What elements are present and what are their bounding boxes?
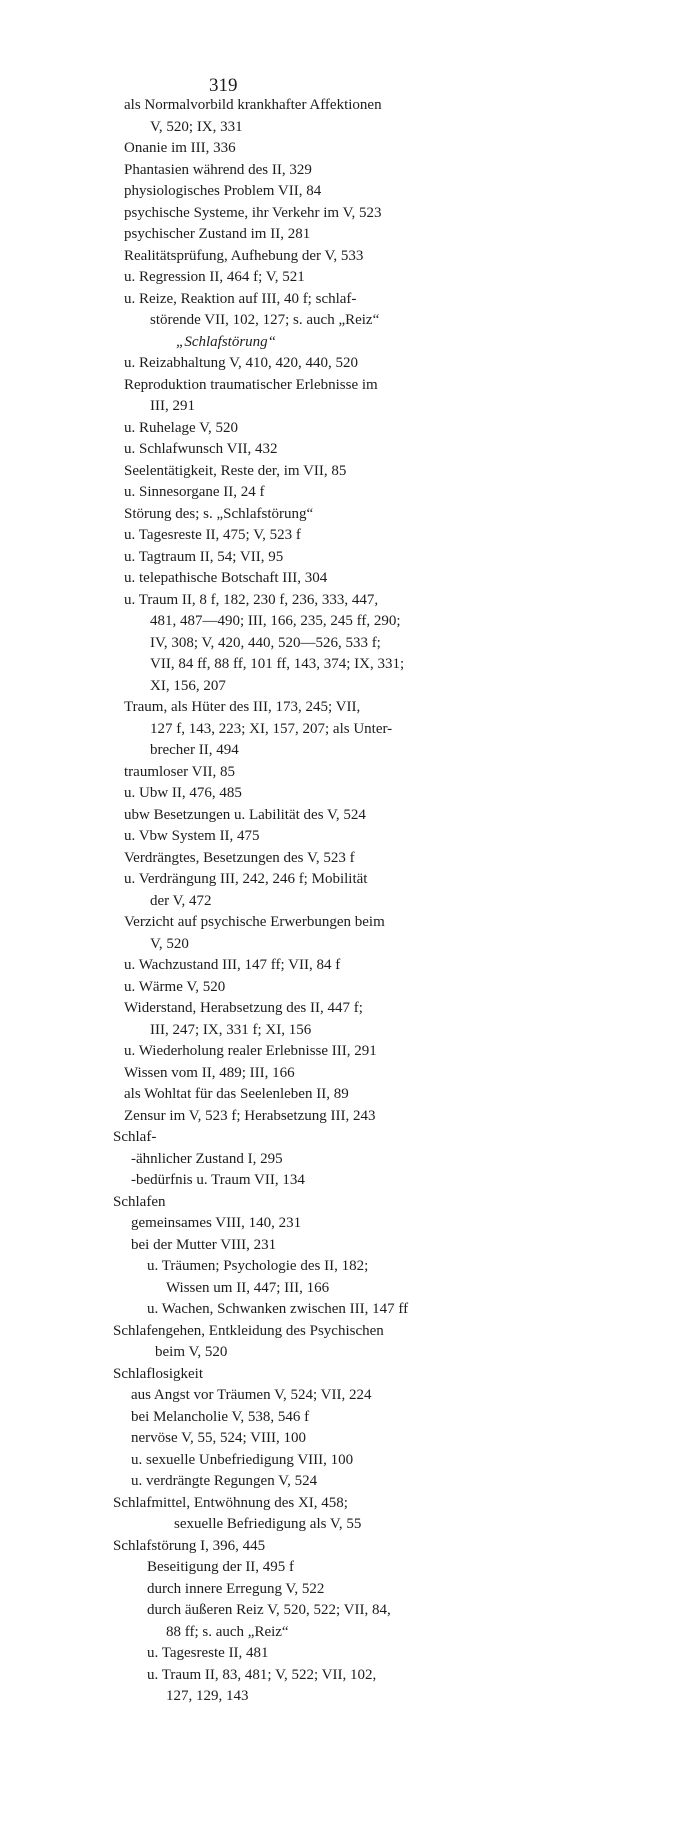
index-line: psychische Systeme, ihr Verkehr im V, 523 bbox=[124, 205, 382, 221]
index-line: physiologisches Problem VII, 84 bbox=[124, 183, 322, 199]
index-line: u. Verdrängung III, 242, 246 f; Mobilität bbox=[124, 871, 368, 887]
index-line: III, 247; IX, 331 f; XI, 156 bbox=[150, 1022, 312, 1038]
index-line: u. Wärme V, 520 bbox=[124, 979, 226, 995]
index-line: u. Schlafwunsch VII, 432 bbox=[124, 441, 278, 457]
index-line: brecher II, 494 bbox=[150, 742, 239, 758]
index-line: durch äußeren Reiz V, 520, 522; VII, 84, bbox=[147, 1602, 391, 1618]
index-heading: Schlafstörung I, 396, 445 bbox=[113, 1538, 266, 1554]
index-line: u. sexuelle Unbefriedigung VIII, 100 bbox=[131, 1452, 354, 1468]
index-heading: Schlaflosigkeit bbox=[113, 1366, 203, 1382]
index-line: u. Regression II, 464 f; V, 521 bbox=[124, 269, 305, 285]
index-line: als Normalvorbild krankhafter Affektionen bbox=[124, 97, 382, 113]
index-line: -ähnlicher Zustand I, 295 bbox=[131, 1151, 283, 1167]
index-line: als Wohltat für das Seelenleben II, 89 bbox=[124, 1086, 349, 1102]
index-line: Realitätsprüfung, Aufhebung der V, 533 bbox=[124, 248, 364, 264]
index-line: ubw Besetzungen u. Labilität des V, 524 bbox=[124, 807, 366, 823]
index-heading: Schlaf- bbox=[113, 1129, 157, 1145]
index-line: u. Wachen, Schwanken zwischen III, 147 ff bbox=[147, 1301, 409, 1317]
index-line: Beseitigung der II, 495 f bbox=[147, 1559, 295, 1575]
index-line: u. telepathische Botschaft III, 304 bbox=[124, 570, 328, 586]
index-line: V, 520; IX, 331 bbox=[150, 119, 243, 135]
index-line: u. Vbw System II, 475 bbox=[124, 828, 260, 844]
index-line: u. verdrängte Regungen V, 524 bbox=[131, 1473, 318, 1489]
index-line: u. Tagesreste II, 481 bbox=[147, 1645, 269, 1661]
index-line: aus Angst vor Träumen V, 524; VII, 224 bbox=[131, 1387, 372, 1403]
index-line: 481, 487—490; III, 166, 235, 245 ff, 290; bbox=[150, 613, 401, 629]
index-line: Widerstand, Herabsetzung des II, 447 f; bbox=[124, 1000, 363, 1016]
index-line: Zensur im V, 523 f; Herabsetzung III, 243 bbox=[124, 1108, 376, 1124]
index-line: traumloser VII, 85 bbox=[124, 764, 235, 780]
index-line: durch innere Erregung V, 522 bbox=[147, 1581, 325, 1597]
index-line: u. Wachzustand III, 147 ff; VII, 84 f bbox=[124, 957, 341, 973]
index-line: u. Ubw II, 476, 485 bbox=[124, 785, 242, 801]
index-heading: Schlafengehen, Entkleidung des Psychischen bbox=[113, 1323, 384, 1339]
index-line: u. Träumen; Psychologie des II, 182; bbox=[147, 1258, 369, 1274]
index-line: störende VII, 102, 127; s. auch „Reiz“ bbox=[150, 312, 380, 328]
index-line: Verzicht auf psychische Erwerbungen beim bbox=[124, 914, 385, 930]
page-number: 319 bbox=[209, 75, 238, 96]
index-line: beim V, 520 bbox=[155, 1344, 228, 1360]
index-line: Onanie im III, 336 bbox=[124, 140, 236, 156]
index-line: u. Tagesreste II, 475; V, 523 f bbox=[124, 527, 301, 543]
index-line: bei der Mutter VIII, 231 bbox=[131, 1237, 277, 1253]
index-line: sexuelle Befriedigung als V, 55 bbox=[174, 1516, 362, 1532]
index-line: 127 f, 143, 223; XI, 157, 207; als Unter- bbox=[150, 721, 393, 737]
index-line: VII, 84 ff, 88 ff, 101 ff, 143, 374; IX, 331; bbox=[150, 656, 405, 672]
index-line: u. Tagtraum II, 54; VII, 95 bbox=[124, 549, 284, 565]
index-line: Reproduktion traumatischer Erlebnisse im bbox=[124, 377, 378, 393]
index-line: Störung des; s. „Schlafstörung“ bbox=[124, 506, 314, 522]
index-line: u. Traum II, 83, 481; V, 522; VII, 102, bbox=[147, 1667, 377, 1683]
index-line: psychischer Zustand im II, 281 bbox=[124, 226, 311, 242]
index-line: Wissen um II, 447; III, 166 bbox=[166, 1280, 330, 1296]
index-line: V, 520 bbox=[150, 936, 189, 952]
index-heading: Schlafmittel, Entwöhnung des XI, 458; bbox=[113, 1495, 348, 1511]
index-heading: Schlafen bbox=[113, 1194, 166, 1210]
index-line: Phantasien während des II, 329 bbox=[124, 162, 312, 178]
index-line: bei Melancholie V, 538, 546 f bbox=[131, 1409, 310, 1425]
index-line: Wissen vom II, 489; III, 166 bbox=[124, 1065, 295, 1081]
index-line: u. Sinnesorgane II, 24 f bbox=[124, 484, 265, 500]
index-line: Traum, als Hüter des III, 173, 245; VII, bbox=[124, 699, 361, 715]
index-line: u. Traum II, 8 f, 182, 230 f, 236, 333, 447, bbox=[124, 592, 379, 608]
index-line: 127, 129, 143 bbox=[166, 1688, 249, 1704]
index-line: Verdrängtes, Besetzungen des V, 523 f bbox=[124, 850, 355, 866]
index-line: u. Wiederholung realer Erlebnisse III, 291 bbox=[124, 1043, 377, 1059]
index-line: -bedürfnis u. Traum VII, 134 bbox=[131, 1172, 305, 1188]
index-line: III, 291 bbox=[150, 398, 195, 414]
index-line: 88 ff; s. auch „Reiz“ bbox=[166, 1624, 289, 1640]
index-line: der V, 472 bbox=[150, 893, 212, 909]
index-line: nervöse V, 55, 524; VIII, 100 bbox=[131, 1430, 306, 1446]
index-line: Seelentätigkeit, Reste der, im VII, 85 bbox=[124, 463, 347, 479]
index-line: gemeinsames VIII, 140, 231 bbox=[131, 1215, 302, 1231]
index-line: IV, 308; V, 420, 440, 520—526, 533 f; bbox=[150, 635, 381, 651]
index-line: „Schlafstörung“ bbox=[176, 334, 277, 350]
index-line: u. Reize, Reaktion auf III, 40 f; schlaf- bbox=[124, 291, 357, 307]
index-line: XI, 156, 207 bbox=[150, 678, 226, 694]
index-line: u. Ruhelage V, 520 bbox=[124, 420, 239, 436]
index-line: u. Reizabhaltung V, 410, 420, 440, 520 bbox=[124, 355, 359, 371]
